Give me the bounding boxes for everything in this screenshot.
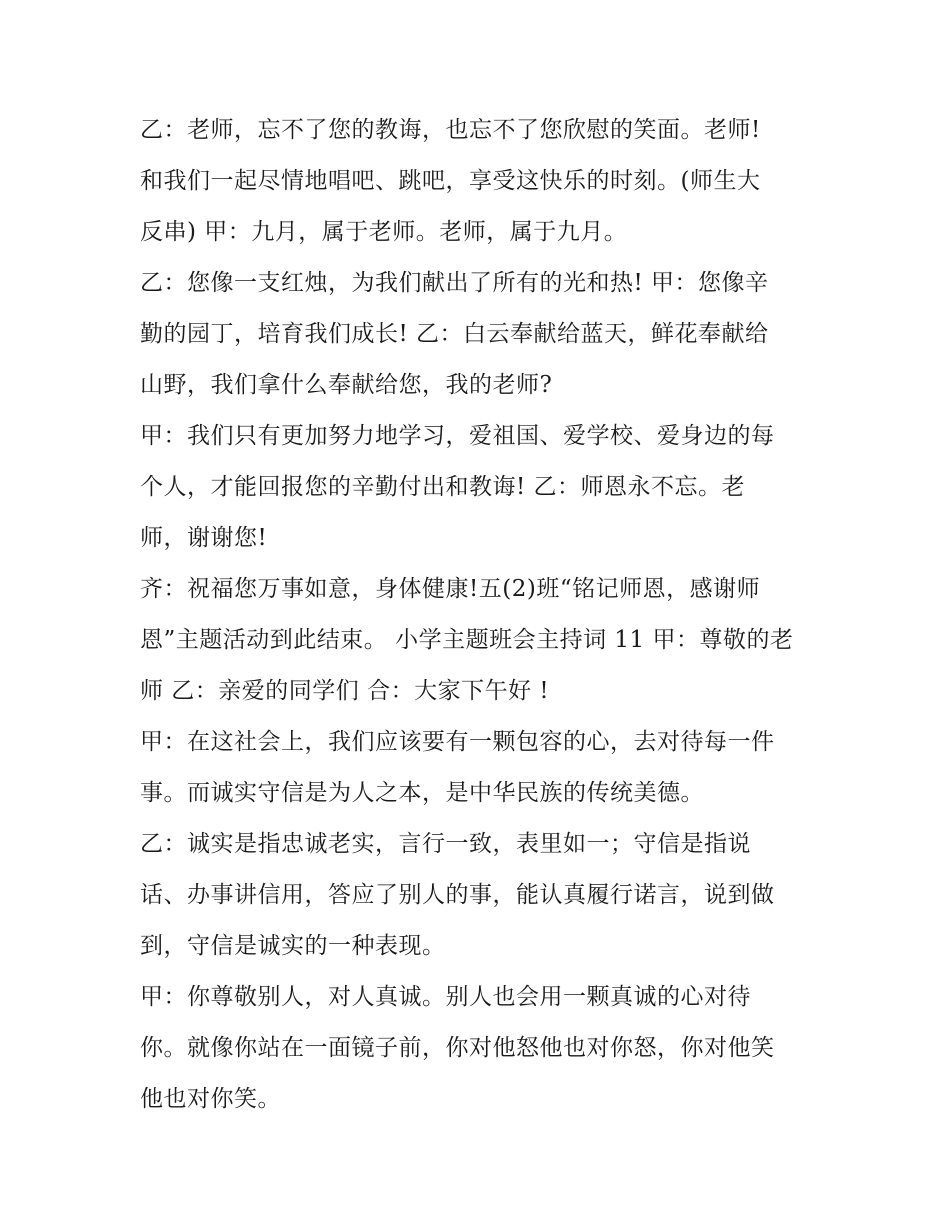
text-line: 你。就像你站在一面镜子前，你对他怒他也对你怒，你对他笑 [140,1035,775,1061]
text-line: 反串) 甲：九月，属于老师。老师，属于九月。 [140,219,628,245]
text-line: 他也对你笑。 [140,1086,281,1112]
text-line: 个人，才能回报您的辛勤付出和教诲! 乙：师恩永不忘。老 [140,474,746,500]
text-line: 事。而诚实守信是为人之本，是中华民族的传统美德。 [140,780,704,806]
paragraph [140,258,820,411]
text-line: 甲：你尊敬别人，对人真诚。别人也会用一颗真诚的心对待 [140,984,751,1010]
text-line: 甲：在这社会上，我们应该要有一颗包容的心，去对待每一件 [140,729,775,755]
text-line: 恩”主题活动到此结束。 小学主题班会主持词 11 甲：尊敬的老 [140,627,794,653]
text-line: 话、办事讲信用，答应了别人的事，能认真履行诺言，说到做 [140,882,775,908]
text-line: 齐：祝福您万事如意，身体健康!五(2)班“铭记师恩，感谢师 [140,576,761,602]
text-line: 到，守信是诚实的一种表现。 [140,933,446,959]
paragraph [140,972,820,1125]
text-line: 师 乙：亲爱的同学们 合：大家下午好 ! [140,678,550,704]
text-line: 甲：我们只有更加努力地学习，爱祖国、爱学校、爱身边的每 [140,423,775,449]
document-body [140,105,820,1125]
text-line: 乙：老师，忘不了您的教诲，也忘不了您欣慰的笑面。老师! [140,117,761,143]
paragraph [140,411,820,564]
paragraph [140,717,820,819]
text-line: 勤的园丁，培育我们成长! 乙：白云奉献给蓝天，鲜花奉献给 [140,321,769,347]
paragraph [140,564,820,717]
text-line: 山野，我们拿什么奉献给您，我的老师? [140,372,553,398]
paragraph [140,819,820,972]
paragraph [140,105,820,258]
text-line: 乙：您像一支红烛，为我们献出了所有的光和热! 甲：您像辛 [140,270,769,296]
text-line: 和我们一起尽情地唱吧、跳吧，享受这快乐的时刻。(师生大 [140,168,761,194]
text-line: 乙：诚实是指忠诚老实，言行一致，表里如一；守信是指说 [140,831,751,857]
text-line: 师，谢谢您! [140,525,268,551]
